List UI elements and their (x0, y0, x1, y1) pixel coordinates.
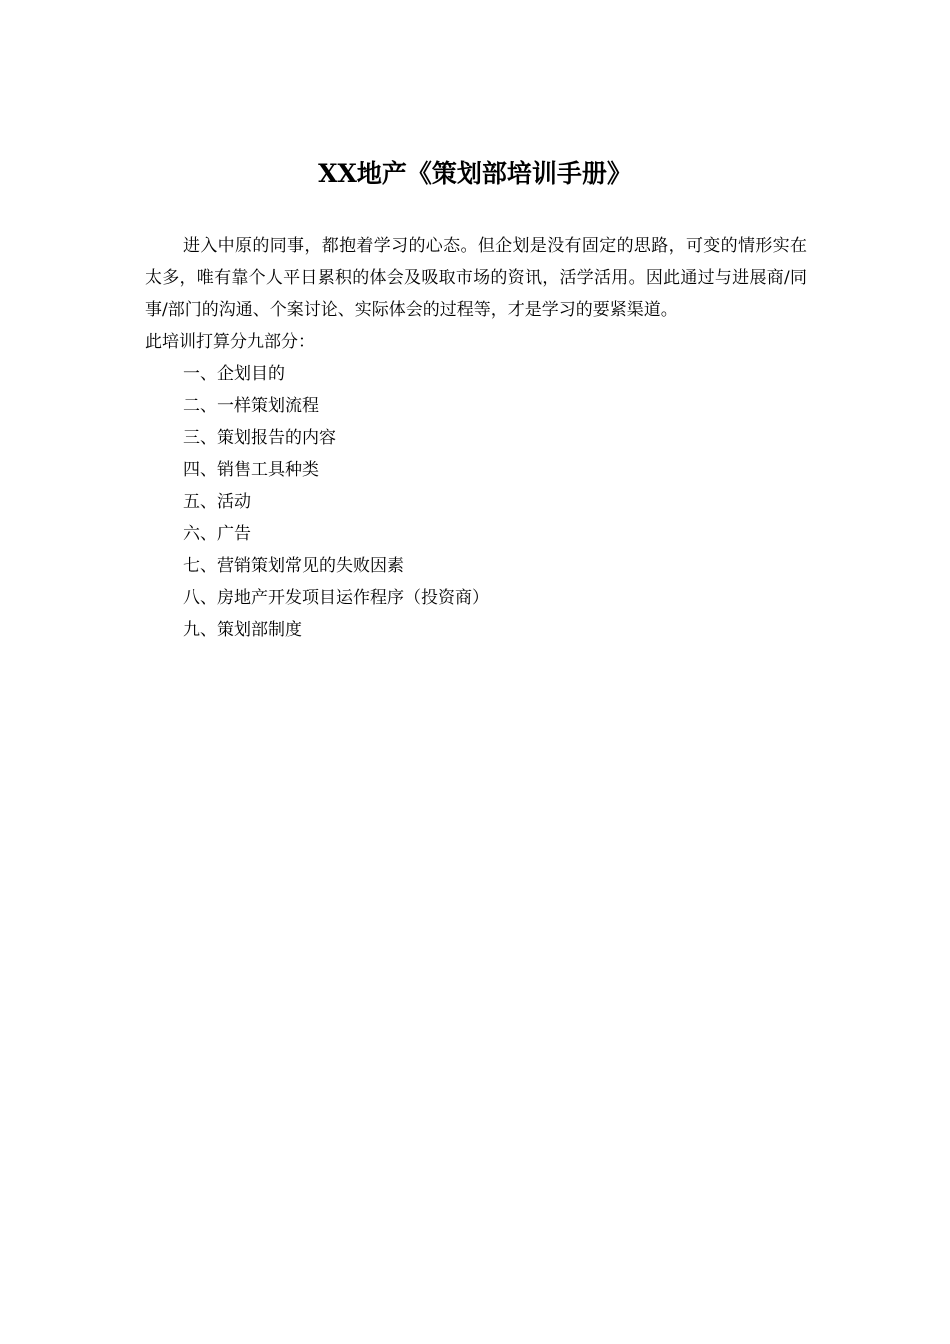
section-item: 八、房地产开发项目运作程序（投资商） (183, 588, 489, 608)
section-item: 九、策划部制度 (183, 620, 302, 640)
section-item: 二、一样策划流程 (183, 396, 319, 416)
section-list (145, 358, 807, 646)
section-item: 三、策划报告的内容 (183, 428, 336, 448)
section-item: 六、广告 (183, 524, 251, 544)
section-item: 四、销售工具种类 (183, 460, 319, 480)
document-title: XX地产《策划部培训手册》 (318, 159, 632, 188)
section-item: 一、企划目的 (183, 364, 285, 384)
document-body (145, 230, 807, 646)
intro-paragraph: 进入中原的同事，都抱着学习的心态。但企划是没有固定的思路，可变的情形实在太多，唯有靠个人平日累积的体会及吸取市场的资讯，活学活用。因此通过与进展商/同事/部门的沟通、个案讨论、实际体会的过程等，才是学习的要紧渠道。 (145, 236, 807, 320)
outline-lead: 此培训打算分九部分： (145, 332, 315, 352)
section-item: 五、活动 (183, 492, 251, 512)
section-item: 七、营销策划常见的失败因素 (183, 556, 404, 576)
